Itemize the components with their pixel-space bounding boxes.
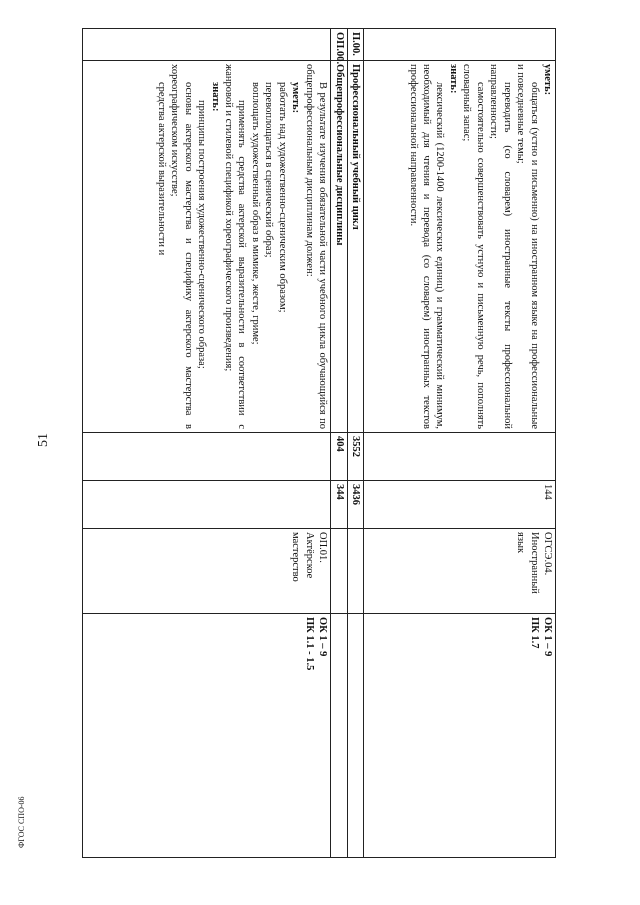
knowledge-line: средства актерской выразительности и	[155, 82, 167, 256]
competency-code: ОК 1 – 9	[317, 617, 329, 657]
competency-codes	[364, 614, 556, 858]
competency-codes	[83, 614, 331, 858]
intro-text: В результате изучения обязательной части учебного цикла обучающийся по общепрофессиональным дисциплинам должен:	[303, 64, 329, 429]
skill-line: переводить (со словарем) иностранные тексты профессиональной направленности;	[488, 64, 513, 429]
znat-label: знать:	[447, 64, 459, 94]
row-title: Профессиональный учебный цикл	[347, 61, 363, 433]
competency-description	[83, 61, 331, 433]
skill-line: воплощать художественный образ в мимике, жесте, гриме;	[249, 82, 261, 345]
skill-line: перевоплощаться в сценический образ;	[263, 82, 275, 258]
row-index	[364, 29, 556, 61]
skill-line: самостоятельно совершенствовать устную и письменную речь, пополнять словарный запас;	[461, 64, 486, 429]
row-index: П.00.	[347, 29, 363, 61]
competency-description	[364, 61, 556, 433]
skill-line: общаться (устно и письменно) на иностранном языке на профессиональные и повседневные темы;	[515, 64, 540, 429]
table-row-general-professional	[331, 29, 347, 858]
hours: 3436	[347, 481, 363, 529]
footer-code: ФГОС СПО-06	[17, 796, 26, 848]
discipline-name: ОГСЭ.04. Иностранный язык	[364, 529, 556, 614]
page-number: 51	[36, 433, 51, 447]
knowledge-line: основы актерского мастерства и специфику актерского мастерства в хореографическом искусстве;	[169, 64, 194, 429]
curriculum-table	[82, 28, 556, 858]
znat-label: знать:	[209, 82, 221, 112]
max-hours	[364, 433, 556, 481]
hours: 144	[364, 481, 556, 529]
knowledge-line: принципы построения художественно-сценического образа;	[196, 100, 208, 369]
discipline-name: ОП.01. Актёрское мастерство	[83, 529, 331, 614]
umet-label: уметь:	[290, 82, 302, 114]
skill-line: работать над художественно-сценическим образом;	[276, 82, 288, 313]
max-hours: 404	[331, 433, 347, 481]
curriculum-table-sheet	[76, 28, 556, 858]
knowledge-line: лексический (1200-1400 лексических единиц) и грамматический минимум, необходимый для чтения и перевода (со словарем) иностранных текстов профессиональной направленности.	[407, 64, 446, 429]
skill-line: применять средства актерской выразительности в соответствии с жанровой и стилевой спецификой хореографического произведения;	[223, 64, 248, 429]
table-row-acting	[83, 29, 331, 858]
table-row-professional-cycle	[347, 29, 363, 858]
row-title: Общепрофессиональные дисциплины	[331, 61, 347, 433]
umet-label: уметь:	[542, 64, 553, 96]
max-hours: 3552	[347, 433, 363, 481]
competency-code: ПК 1.7	[528, 617, 540, 649]
hours: 344	[331, 481, 347, 529]
competency-code: ПК 1.1 - 1.5	[303, 617, 315, 671]
table-row-foreign-language	[364, 29, 556, 858]
row-index: ОП.00.	[331, 29, 347, 61]
competency-code: ОК 1 – 9	[542, 617, 553, 657]
